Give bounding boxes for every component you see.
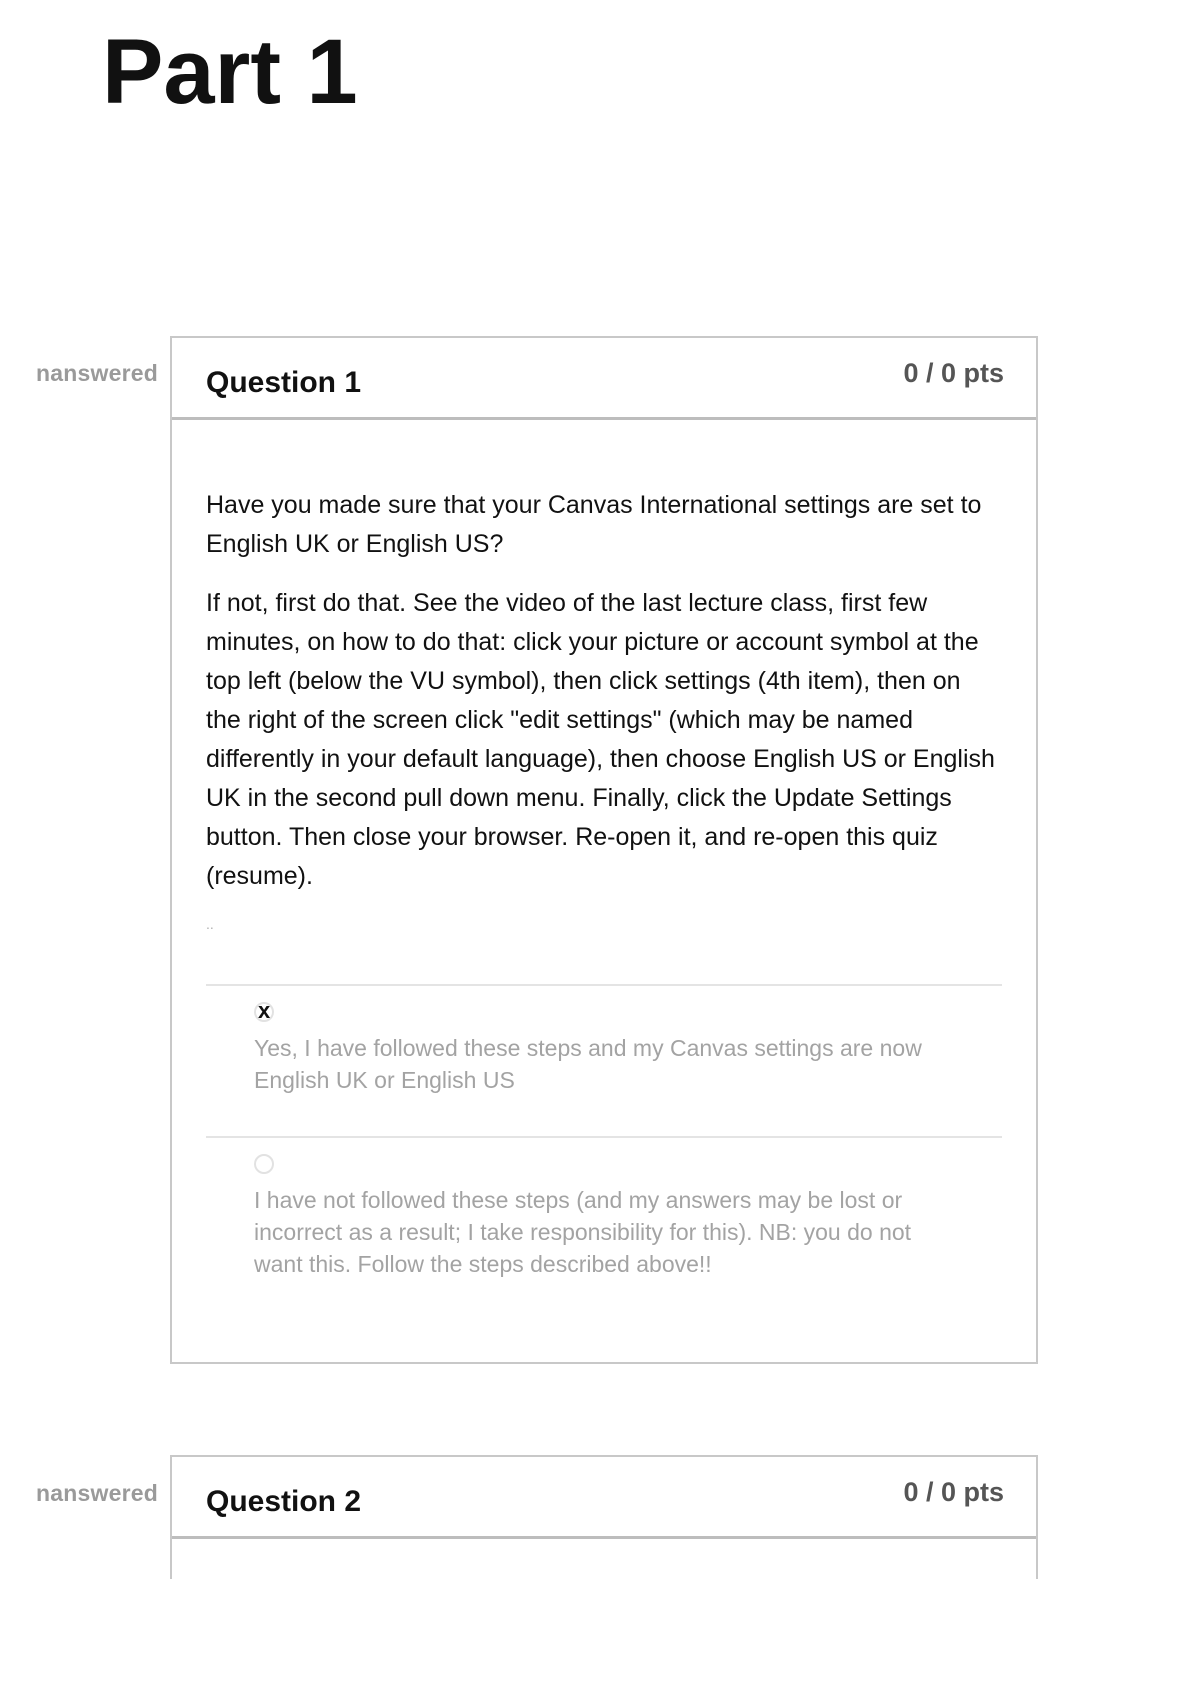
question-header xyxy=(172,338,1036,420)
answer-label: I have not followed these steps (and my answers may be lost or incorrect as a result; I take responsibility for this). NB: you do not want this. Follow the steps described above!! xyxy=(254,1187,912,1277)
question-status: nanswered xyxy=(36,1480,158,1506)
selected-mark: x xyxy=(258,998,271,1023)
question-points: 0 / 0 pts xyxy=(903,358,1004,388)
radio-button[interactable] xyxy=(254,1154,274,1174)
question-body xyxy=(172,420,1036,1362)
question-2-card xyxy=(170,1455,1038,1579)
question-1-card xyxy=(170,336,1038,1364)
question-header xyxy=(172,1457,1036,1539)
question-title: Question 2 xyxy=(206,1485,362,1518)
question-paragraph: Have you made sure that your Canvas International settings are set to English UK or English US? xyxy=(206,491,982,558)
question-status: nanswered xyxy=(36,360,158,386)
answer-option-1[interactable] xyxy=(206,984,1002,1136)
page-title: Part 1 xyxy=(102,21,358,123)
answer-label: Yes, I have followed these steps and my Canvas settings are now English UK or English US xyxy=(254,1035,922,1093)
answer-option-2[interactable] xyxy=(206,1136,1002,1362)
question-paragraph: If not, first do that. See the video of the last lecture class, first few minutes, on how to do that: click your picture or account symbol at the top left (below the VU symbol), then click settings (4th item), then on the right of the screen click "edit settings" (which may be named differently in your default language), then choose English US or English UK in the second pull down menu. Finally, click the Update Settings button. Then close your browser. Re-open it, and re-open this quiz (resume). xyxy=(206,589,995,890)
question-title: Question 1 xyxy=(206,366,362,399)
answer-list xyxy=(206,984,1002,1362)
radio-button[interactable] xyxy=(254,998,274,1023)
question-points: 0 / 0 pts xyxy=(903,1477,1004,1507)
question-ellipsis: .. xyxy=(206,916,214,932)
question-text xyxy=(206,486,1002,896)
